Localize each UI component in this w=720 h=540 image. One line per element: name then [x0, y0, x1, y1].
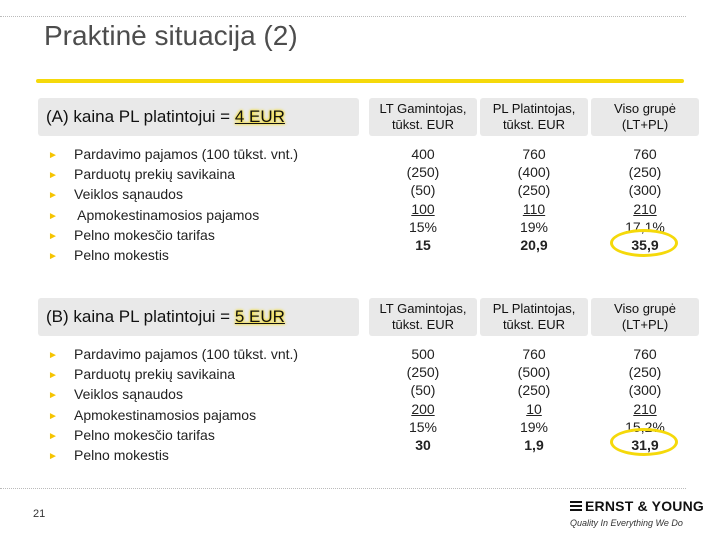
table-cell: 15% [408, 418, 438, 435]
scenario-a-prefix: (A) kaina PL platintojui = [46, 107, 235, 126]
table-cell: 20,9 [520, 237, 548, 254]
list-item [48, 246, 298, 266]
scenario-a-highlight-circle [610, 229, 678, 257]
column-header-line: Viso grupė [614, 101, 676, 116]
list-item [48, 226, 298, 246]
list-item-label: Apmokestinamosios pajamos [74, 406, 257, 423]
column-header-line: LT Gamintojas, [379, 301, 467, 316]
top-divider [0, 16, 686, 17]
triangle-right-icon: ► [48, 190, 58, 202]
triangle-right-icon: ► [48, 170, 58, 182]
list-item [48, 426, 298, 446]
table-cell: 210 [633, 200, 657, 217]
slide-title: Praktinė situacija (2) [44, 20, 298, 51]
table-cell: 15% [408, 218, 438, 235]
table-cell: (50) [410, 382, 436, 399]
list-item-label: Pelno mokestis [74, 447, 169, 464]
triangle-right-icon: ► [48, 430, 58, 442]
table-cell: 19% [519, 418, 549, 435]
list-item-label: Parduotų prekių savikaina [74, 366, 236, 383]
list-item [48, 365, 298, 385]
list-item-label: Veiklos sąnaudos [74, 186, 183, 203]
table-cell: (400) [517, 164, 551, 181]
table-cell: 19% [519, 218, 549, 235]
column-header-line: PL Platintojas, [492, 101, 576, 116]
table-cell: 760 [522, 346, 546, 362]
scenario-b-price: 5 EUR [234, 307, 285, 326]
table-cell: 35,9 [631, 237, 659, 254]
list-item-label: Pardavimo pajamos (100 tūkst. vnt.) [74, 146, 299, 162]
triangle-right-icon: ► [48, 410, 58, 422]
list-item-label: Pelno mokesčio tarifas [74, 426, 215, 443]
scenario-b-pl-values [480, 345, 588, 454]
table-cell: 760 [633, 346, 657, 362]
list-item-label: Pardavimo pajamos (100 tūkst. vnt.) [74, 346, 299, 362]
scenario-a-header [38, 98, 359, 136]
column-header-line: Viso grupė [614, 301, 676, 316]
column-header-group-b [591, 298, 699, 336]
table-cell: (500) [517, 364, 551, 381]
column-header-lt [369, 98, 477, 136]
table-cell: (250) [517, 382, 551, 399]
triangle-right-icon: ► [48, 210, 58, 222]
column-header-line: (LT+PL) [621, 317, 669, 332]
bottom-divider [0, 488, 686, 489]
table-cell: 100 [411, 200, 435, 217]
list-item-label: Pelno mokestis [74, 247, 169, 264]
table-cell: (250) [406, 164, 440, 181]
list-item-label: Parduotų prekių savikaina [74, 166, 236, 183]
list-item [48, 406, 298, 426]
list-item [48, 145, 298, 165]
column-header-line: tūkst. EUR [502, 317, 566, 332]
title-underline [36, 79, 684, 83]
scenario-a-price: 4 EUR [234, 107, 285, 126]
triangle-right-icon: ► [48, 251, 58, 263]
list-item [48, 446, 298, 466]
column-header-pl [480, 98, 588, 136]
table-cell: (250) [406, 364, 440, 381]
table-cell: 31,9 [631, 437, 659, 454]
scenario-b-prefix: (B) kaina PL platintojui = [46, 307, 235, 326]
table-cell: (250) [517, 182, 551, 199]
scenario-b-header [38, 298, 359, 336]
scenario-b-label [46, 307, 285, 327]
table-cell: 1,9 [524, 437, 544, 454]
column-header-line: tūkst. EUR [391, 117, 455, 132]
list-item [48, 165, 298, 185]
table-cell: (250) [628, 364, 662, 381]
company-logo [570, 498, 705, 528]
column-header-line: tūkst. EUR [502, 117, 566, 132]
triangle-right-icon: ► [48, 390, 58, 402]
triangle-right-icon: ► [48, 370, 58, 382]
scenario-b-item-list [48, 345, 298, 466]
column-header-pl-b [480, 298, 588, 336]
list-item-label: Pelno mokesčio tarifas [74, 226, 215, 243]
table-cell: 210 [633, 400, 657, 417]
column-header-line: PL Platintojas, [492, 301, 576, 316]
list-item [48, 185, 298, 205]
triangle-right-icon: ► [48, 451, 58, 463]
column-header-lt-b [369, 298, 477, 336]
table-cell: (300) [628, 382, 662, 399]
table-cell: 15 [415, 237, 431, 254]
table-cell: 110 [522, 200, 546, 217]
table-cell: 500 [411, 346, 435, 362]
table-cell: 400 [411, 146, 435, 162]
scenario-a-item-list [48, 145, 298, 266]
scenario-a-label [46, 107, 285, 127]
table-cell: 10 [526, 400, 542, 417]
column-header-line: LT Gamintojas, [379, 101, 467, 116]
list-item [48, 345, 298, 365]
scenario-b-lt-values [369, 345, 477, 454]
table-cell: 30 [415, 437, 431, 454]
page-number: 21 [33, 508, 46, 520]
column-header-line: (LT+PL) [621, 117, 669, 132]
ey-logo-icon [570, 500, 582, 512]
logo-name [570, 498, 705, 514]
list-item [48, 385, 298, 405]
logo-text: ERNST & YOUNG [585, 498, 705, 514]
logo-tagline: Quality In Everything We Do [570, 518, 683, 528]
scenario-a-lt-values [369, 145, 477, 254]
table-cell: 760 [522, 146, 546, 162]
scenario-a-pl-values [480, 145, 588, 254]
table-cell: (300) [628, 182, 662, 199]
table-cell: (250) [628, 164, 662, 181]
triangle-right-icon: ► [48, 150, 58, 161]
column-header-group [591, 98, 699, 136]
list-item-label: Apmokestinamosios pajamos [74, 206, 260, 223]
triangle-right-icon: ► [48, 350, 58, 361]
table-cell: 17,1% [625, 218, 665, 235]
list-item [48, 206, 298, 226]
triangle-right-icon: ► [48, 230, 58, 242]
list-item-label: Veiklos sąnaudos [74, 386, 183, 403]
table-cell: 760 [633, 146, 657, 162]
table-cell: (50) [410, 182, 436, 199]
table-cell: 15,2% [625, 418, 665, 435]
scenario-b-highlight-circle [610, 428, 678, 456]
column-header-line: tūkst. EUR [391, 317, 455, 332]
table-cell: 200 [411, 400, 435, 417]
